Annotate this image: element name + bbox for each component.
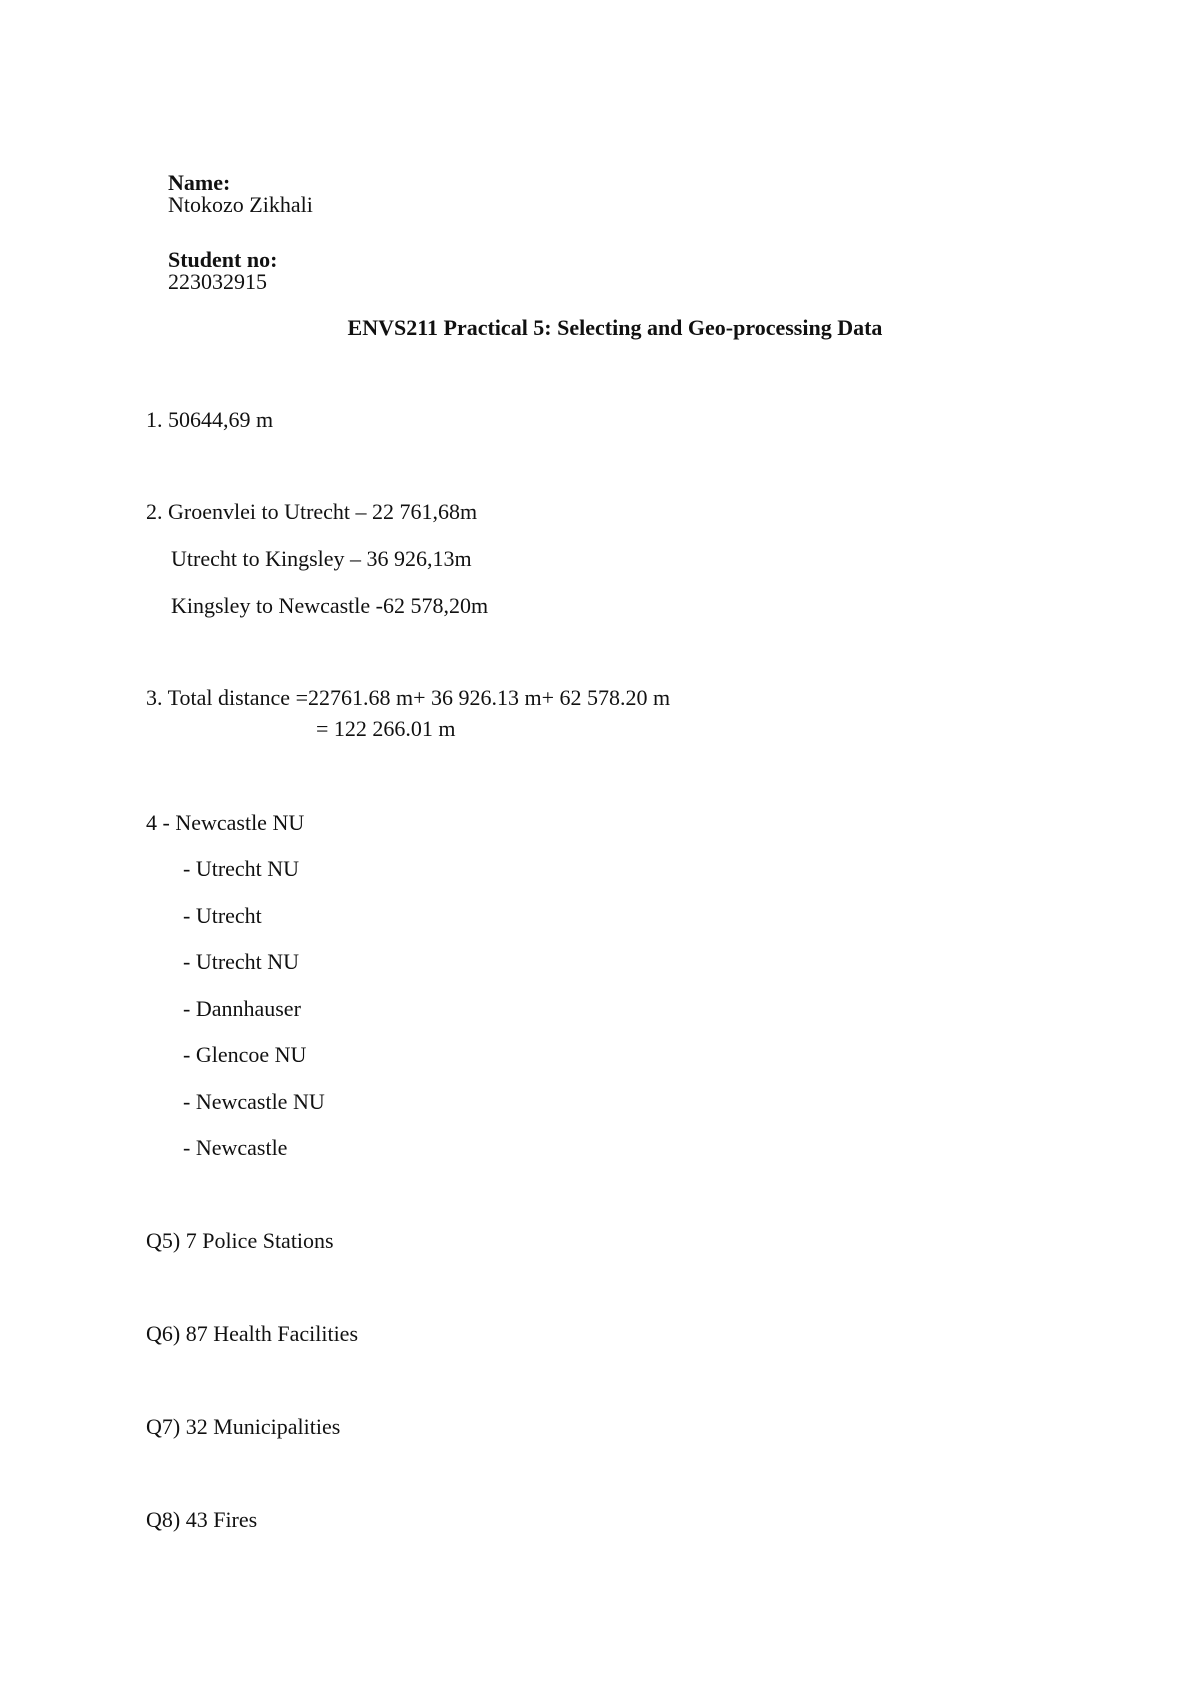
answer-q4-item: - Newcastle NU xyxy=(183,1089,325,1114)
answer-q5: Q5) 7 Police Stations xyxy=(146,1228,334,1253)
answer-q7: Q7) 32 Municipalities xyxy=(146,1414,341,1439)
answer-q4-first: 4 - Newcastle NU xyxy=(146,810,305,835)
answer-q3-line1: 3. Total distance =22761.68 m+ 36 926.13 m+ 62 578.20 m xyxy=(146,685,671,710)
answer-q4-item: - Utrecht xyxy=(183,903,262,928)
name-value: Ntokozo Zikhali xyxy=(168,192,313,217)
document-title: ENVS211 Practical 5: Selecting and Geo-processing Data xyxy=(347,315,883,340)
student-number-value: 223032915 xyxy=(168,269,267,294)
answer-q3-line2: = 122 266.01 m xyxy=(316,716,456,741)
answer-q2-line1: 2. Groenvlei to Utrecht – 22 761,68m xyxy=(146,499,478,524)
name-label: Name: xyxy=(168,170,231,195)
student-number-line xyxy=(146,227,277,315)
answer-q1: 1. 50644,69 m xyxy=(146,407,274,432)
student-number-label: Student no: xyxy=(168,247,278,272)
answer-q4-item: - Glencoe NU xyxy=(183,1042,307,1067)
answer-q4-item: - Utrecht NU xyxy=(183,856,300,881)
name-line xyxy=(146,150,313,238)
answer-q4-item: - Utrecht NU xyxy=(183,949,300,974)
answer-q8: Q8) 43 Fires xyxy=(146,1507,258,1532)
answer-q2-line3: Kingsley to Newcastle -62 578,20m xyxy=(171,593,489,618)
answer-q4-item: - Dannhauser xyxy=(183,996,301,1021)
answer-q6: Q6) 87 Health Facilities xyxy=(146,1321,359,1346)
answer-q2-line2: Utrecht to Kingsley – 36 926,13m xyxy=(171,546,472,571)
answer-q4-item: - Newcastle xyxy=(183,1135,288,1160)
